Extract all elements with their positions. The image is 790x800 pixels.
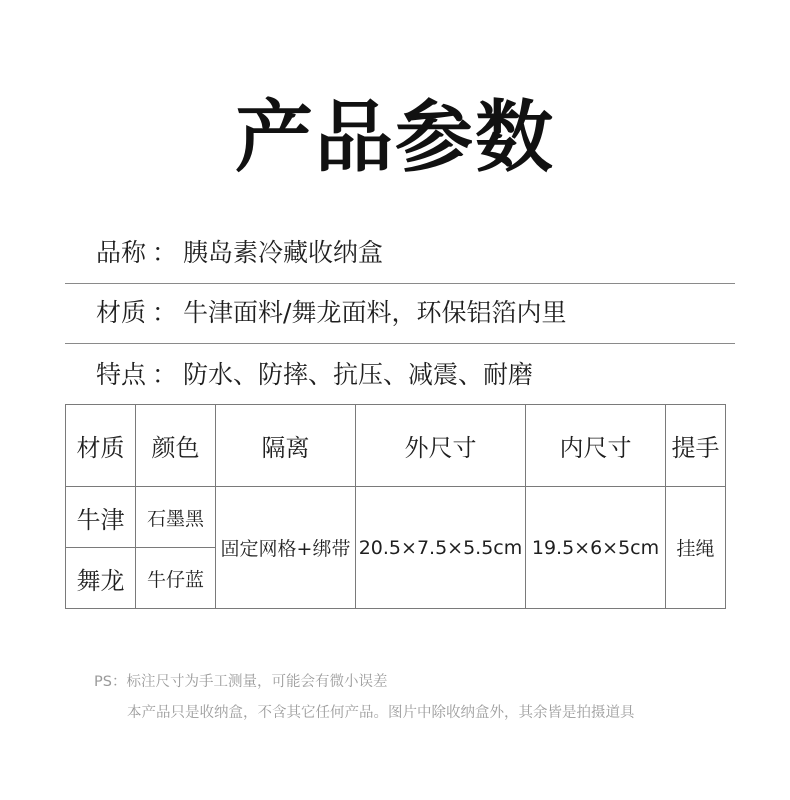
- cell-material: 舞龙: [66, 548, 136, 609]
- note-line-2: 本产品只是收纳盒，不含其它任何产品。图片中除收纳盒外，其余皆是拍摄道具: [127, 705, 635, 721]
- header-material: 材质: [66, 405, 136, 487]
- header-handle: 提手: [666, 405, 726, 487]
- spec-label: 材质: [96, 298, 147, 327]
- header-inner-size: 内尺寸: [526, 405, 666, 487]
- spec-label: 品称: [96, 238, 147, 267]
- divider: [65, 343, 735, 344]
- params-table: [65, 404, 726, 609]
- divider: [65, 283, 735, 284]
- table-header-row: [66, 405, 726, 487]
- spec-label: 特点: [96, 360, 147, 389]
- spec-separator: ：: [152, 238, 178, 267]
- spec-value: 牛津面料/舞龙面料，环保铝箔内里: [183, 298, 567, 327]
- spec-row-material: [96, 298, 566, 328]
- cell-inner-size: 19.5×6×5cm: [526, 487, 666, 609]
- cell-isolation: 固定网格+绑带: [216, 487, 356, 609]
- page-title: 产品参数: [234, 93, 555, 183]
- spec-separator: ：: [152, 298, 178, 327]
- spec-separator: ：: [152, 360, 178, 389]
- spec-value: 胰岛素冷藏收纳盒: [183, 238, 384, 267]
- header-isolation: 隔离: [216, 405, 356, 487]
- cell-material: 牛津: [66, 487, 136, 548]
- spec-row-features: [96, 360, 533, 390]
- cell-color: 石墨黑: [136, 487, 216, 548]
- cell-color: 牛仔蓝: [136, 548, 216, 609]
- note-line-1: PS：标注尺寸为手工测量，可能会有微小误差: [94, 674, 388, 690]
- cell-handle: 挂绳: [666, 487, 726, 609]
- table-row: [66, 487, 726, 548]
- spec-value: 防水、防摔、抗压、减震、耐磨: [183, 360, 534, 389]
- header-outer-size: 外尺寸: [356, 405, 526, 487]
- spec-row-name: [96, 238, 383, 268]
- cell-outer-size: 20.5×7.5×5.5cm: [356, 487, 526, 609]
- header-color: 颜色: [136, 405, 216, 487]
